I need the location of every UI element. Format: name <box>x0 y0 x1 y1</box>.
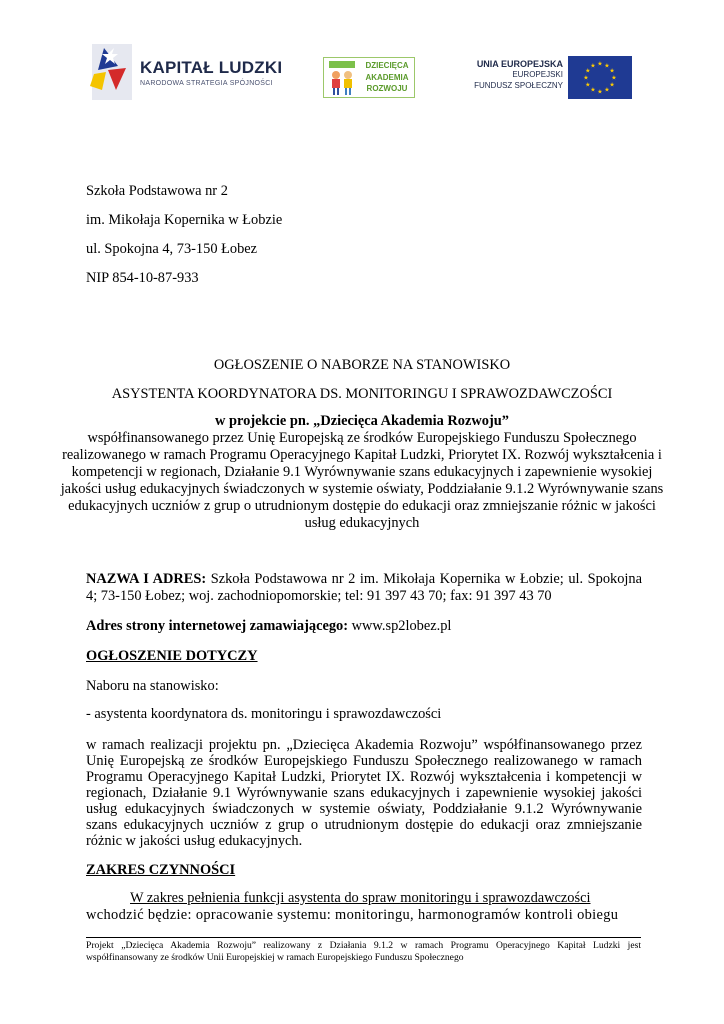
announcement-title: OGŁOSZENIE O NABORZE NA STANOWISKO <box>213 357 511 373</box>
address-line-1: Szkoła Podstawowa nr 2 <box>86 183 228 199</box>
nip-line: NIP 854-10-87-933 <box>86 270 199 286</box>
eu-logo <box>470 54 635 100</box>
project-description: współfinansowanego przez Unię Europejską ze środków Europejskiego Funduszu Społecznego realizowanego w ramach Programu Operacyjnego Kapitał Ludzki, Priorytet IX. Rozwój wykształcenia i kompetencji w regionach, Działanie 9.1 Wyrównywanie szans edukacyjnych i zapewnienie wysokiej jakości usług edukacyjnych świadczonych w systemie oświaty, Poddziałanie 9.1.2 Wyrównywanie szans edukacyjnych uczniów z grup o utrudnionym dostępie do edukacji oraz zmniejszanie różnic w jakości usług edukacyjnych <box>60 430 664 531</box>
scope-line-1: W zakres pełnienia funkcji asystenta do spraw monitoringu i sprawozdawczości <box>130 890 591 906</box>
address-line-2: im. Mikołaja Kopernika w Łobzie <box>86 212 283 228</box>
eu-star-icon: ★ <box>590 87 596 94</box>
website-paragraph <box>86 618 451 635</box>
position-title: ASYSTENTA KOORDYNATORA DS. MONITORINGU I SPRAWOZDAWCZOŚCI <box>111 386 613 402</box>
kapital-ludzki-emblem-icon <box>86 42 140 102</box>
footer-divider <box>86 937 641 938</box>
kapital-ludzki-logo <box>86 42 283 102</box>
dziecieca-akademia-text <box>360 60 414 95</box>
kapital-ludzki-title: KAPITAŁ LUDZKI <box>140 58 283 77</box>
eu-star-icon: ★ <box>604 87 610 94</box>
eu-text <box>474 58 563 91</box>
name-address-text: Szkoła Podstawowa nr 2 im. Mikołaja Kopernika w Łobzie; ul. Spokojna 4; 73-150 Łobez; woj. zachodniopomorskie; tel: 91 397 43 70; fax: 91 397 43 70 <box>86 571 642 604</box>
eu-line-1: UNIA EUROPEJSKA <box>476 59 563 69</box>
scope-line-2: wchodzić będzie: opracowanie systemu: monitoringu, harmonogramów kontroli obiegu <box>86 907 619 923</box>
dar-line-3: ROZWOJU <box>366 84 408 93</box>
children-icon <box>326 59 360 97</box>
eu-star-icon: ★ <box>609 82 615 89</box>
eu-star-icon: ★ <box>590 63 596 70</box>
project-name: w projekcie pn. „Dziecięca Akademia Rozwoju” <box>215 413 509 429</box>
dar-line-1: DZIECIĘCA <box>365 61 409 70</box>
eu-flag-icon <box>568 56 632 99</box>
website-label: Adres strony internetowej zamawiającego: <box>86 618 349 634</box>
concerns-p3: w ramach realizacji projektu pn. „Dziecięca Akademia Rozwoju” współfinansowanego przez Unię Europejską ze środków Europejskiego Funduszu Społecznego realizowanego w ramach Programu Operacyjnego Kapitał Ludzki, Priorytet IX. Rozwój wykształcenia i kompetencji w regionach, Działanie 9.1 Wyrównywanie szans edukacyjnych i zapewnienie wysokiej jakości usług edukacyjnych świadczonych w systemie oświaty, Poddziałanie 9.1.2 Wyrównywanie szans edukacyjnych uczniów z grup o utrudnionym dostępie do edukacji oraz zmniejszanie różnic w jakości usług edukacyjnych. <box>86 737 642 849</box>
eu-star-icon: ★ <box>609 68 615 75</box>
footer-text: Projekt „Dziecięca Akademia Rozwoju” realizowany z Działania 9.1.2 w ramach Programu Operacyjnego Kapitał Ludzki jest współfinansowany ze środków Unii Europejskiej w ramach Europejskiego Funduszu Społecznego <box>86 940 641 963</box>
address-line-3: ul. Spokojna 4, 73-150 Łobez <box>86 241 258 257</box>
dar-line-2: AKADEMIA <box>365 72 409 82</box>
eu-star-icon: ★ <box>611 75 617 82</box>
scope-heading: ZAKRES CZYNNOŚCI <box>86 862 236 878</box>
name-address-paragraph <box>86 571 642 605</box>
eu-line-3: FUNDUSZ SPOŁECZNY <box>474 80 563 90</box>
concerns-p1: Naboru na stanowisko: <box>86 678 219 694</box>
name-address-label: NAZWA I ADRES: <box>86 571 207 587</box>
eu-star-icon: ★ <box>604 63 610 70</box>
eu-star-icon: ★ <box>583 75 589 82</box>
concerns-heading: OGŁOSZENIE DOTYCZY <box>86 648 258 664</box>
eu-line-2: EUROPEJSKI <box>512 70 563 79</box>
concerns-p2: - asystenta koordynatora ds. monitoringu i sprawozdawczości <box>86 706 442 722</box>
website-value: www.sp2lobez.pl <box>348 618 452 634</box>
eu-star-icon: ★ <box>585 82 591 89</box>
eu-star-icon: ★ <box>597 61 603 68</box>
dziecieca-akademia-logo <box>323 57 415 98</box>
eu-star-icon: ★ <box>597 89 603 96</box>
eu-star-icon: ★ <box>585 68 591 75</box>
kapital-ludzki-subtitle: NARODOWA STRATEGIA SPÓJNOŚCI <box>140 80 273 87</box>
